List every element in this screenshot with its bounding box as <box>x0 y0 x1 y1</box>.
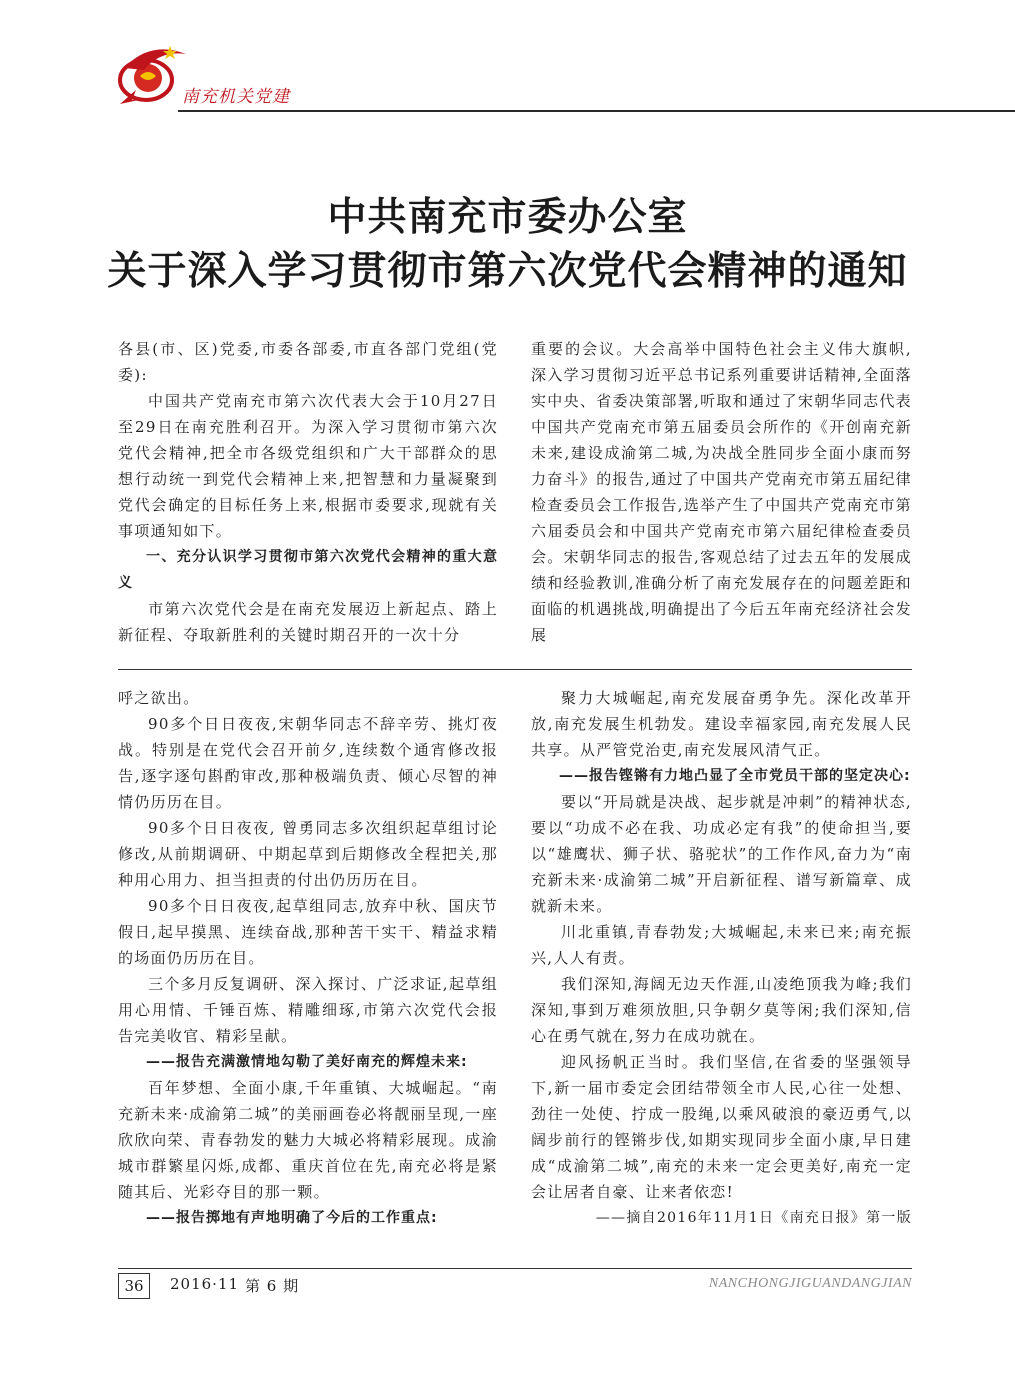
section-heading: ——报告充满激情地勾勒了美好南充的辉煌未来: <box>146 1054 468 1070</box>
paragraph: 百年梦想、全面小康,千年重镇、大城崛起。“南充新未来·成渝第二城”的美丽画卷必将靓丽呈现,一座欣欣向荣、青春勃发的魅力大城必将精彩展现。成渝城市群繁星闪烁,成都、重庆首位在先,南充必将是紧随其后、光彩夺目的那一颗。 <box>118 1079 498 1201</box>
text-column-top-right <box>531 336 912 648</box>
paragraph: 川北重镇,青春勃发;大城崛起,未来已来;南充振兴,人人有责。 <box>531 923 912 967</box>
paragraph: 三个多月反复调研、深入探讨、广泛求证,起草组用心用情、千锤百炼、精雕细琢,市第六次党代会报告完美收官、精彩呈献。 <box>118 975 498 1045</box>
article-title <box>0 190 1015 298</box>
paragraph: 我们深知,海阔无边天作涯,山凌绝顶我为峰;我们深知,事到万难须放胆,只争朝夕莫等闲;我们深知,信心在勇气就在,努力在成功就在。 <box>531 975 912 1045</box>
header-divider <box>178 110 1015 112</box>
publication-brand: 南充机关党建 <box>182 87 290 107</box>
section-heading: ——报告铿锵有力地凸显了全市党员干部的坚定决心: <box>559 768 911 784</box>
party-logo-icon <box>110 40 190 112</box>
paragraph: 90多个日日夜夜,起草组同志,放弃中秋、国庆节假日,起早摸黑、连续奋战,那种苦干实干、精益求精的场面仍历历在目。 <box>118 897 498 967</box>
paragraph: 市第六次党代会是在南充发展迈上新起点、踏上新征程、夺取新胜利的关键时期召开的一次十分 <box>118 600 498 644</box>
paragraph: 呼之欲出。 <box>118 689 200 707</box>
title-line-1: 中共南充市委办公室 <box>327 194 688 240</box>
text-column-bottom-right <box>531 685 912 1231</box>
title-line-2: 关于深入学习贯彻市第六次党代会精神的通知 <box>107 248 908 294</box>
text-column-top-left <box>118 336 498 648</box>
paragraph: 要以“开局就是决战、起步就是冲刺”的精神状态,要以“功成不必在我、功成必定有我”的使命担当,要以“雄鹰状、狮子状、骆驼状”的工作作风,奋力为“南充新未来·成渝第二城”开启新征程、谱写新篇章、成就新未来。 <box>531 793 912 915</box>
footer-divider <box>118 1268 912 1269</box>
paragraph: 重要的会议。大会高举中国特色社会主义伟大旗帜, 深入学习贯彻习近平总书记系列重要讲话精神,全面落实中央、省委决策部署,听取和通过了宋朝华同志代表中国共产党南充市第五届委员会所作的《开创南充新未来,建设成渝第二城,为决战全胜同步全面小康而努力奋斗》的报告,通过了中国共产党南充市第五届纪律检查委员会工作报告,选举产生了中国共产党南充市第六届委员会和中国共产党南充市第六届纪律检查委员会。宋朝华同志的报告,客观总结了过去五年的发展成绩和经验教训,准确分析了南充发展存在的问题差距和面临的机遇挑战,明确提出了今后五年南充经济社会发展 <box>531 340 912 644</box>
paragraph: 90多个日日夜夜,宋朝华同志不辞辛劳、挑灯夜战。特别是在党代会召开前夕,连续数个通宵修改报告,逐字逐句斟酌审改,那种极端负责、倾心尽智的神情仍历历在目。 <box>118 715 498 811</box>
paragraph: 90多个日日夜夜, 曾勇同志多次组织起草组讨论修改,从前期调研、中期起草到后期修改全程把关,那种用心用力、担当担责的付出仍历历在目。 <box>118 819 498 889</box>
section-heading: 一、充分认识学习贯彻市第六次党代会精神的重大意义 <box>118 549 498 591</box>
running-title: NANCHONGJIGUANDANGJIAN <box>708 1276 912 1291</box>
text-column-bottom-left <box>118 685 498 1231</box>
paragraph: 中国共产党南充市第六次代表大会于10月27日至29日在南充胜利召开。为深入学习贯彻市第六次党代会精神,把全市各级党组织和广大干部群众的思想行动统一到党代会精神上来,把智慧和力量凝聚到党代会确定的目标任务上来,根据市委要求,现就有关事项通知如下。 <box>118 392 498 540</box>
page-header <box>0 0 1015 120</box>
paragraph: 迎风扬帆正当时。我们坚信,在省委的坚强领导下,新一届市委定会团结带领全市人民,心往一处想、劲往一处使、拧成一股绳,以乘风破浪的豪迈勇气,以阔步前行的铿锵步伐,如期实现同步全面小康,早日建成“成渝第二城”,南充的未来一定会更美好,南充一定会让居者自豪、让来者依恋! <box>531 1053 912 1201</box>
section-divider <box>118 669 912 670</box>
issue-number: 第 6 期 <box>245 1277 300 1295</box>
issue-date: 2016·11 <box>170 1275 240 1293</box>
paragraph: 各县(市、区)党委,市委各部委,市直各部门党组(党委): <box>118 340 498 384</box>
section-heading: ——报告掷地有声地明确了今后的工作重点: <box>146 1210 438 1226</box>
page-number: 36 <box>118 1273 150 1299</box>
paragraph: 聚力大城崛起,南充发展奋勇争先。深化改革开放,南充发展生机勃发。建设幸福家园,南充发展人民共享。从严管党治吏,南充发展风清气正。 <box>531 689 912 759</box>
source-note: ——摘自2016年11月1日《南充日报》第一版 <box>595 1210 912 1226</box>
